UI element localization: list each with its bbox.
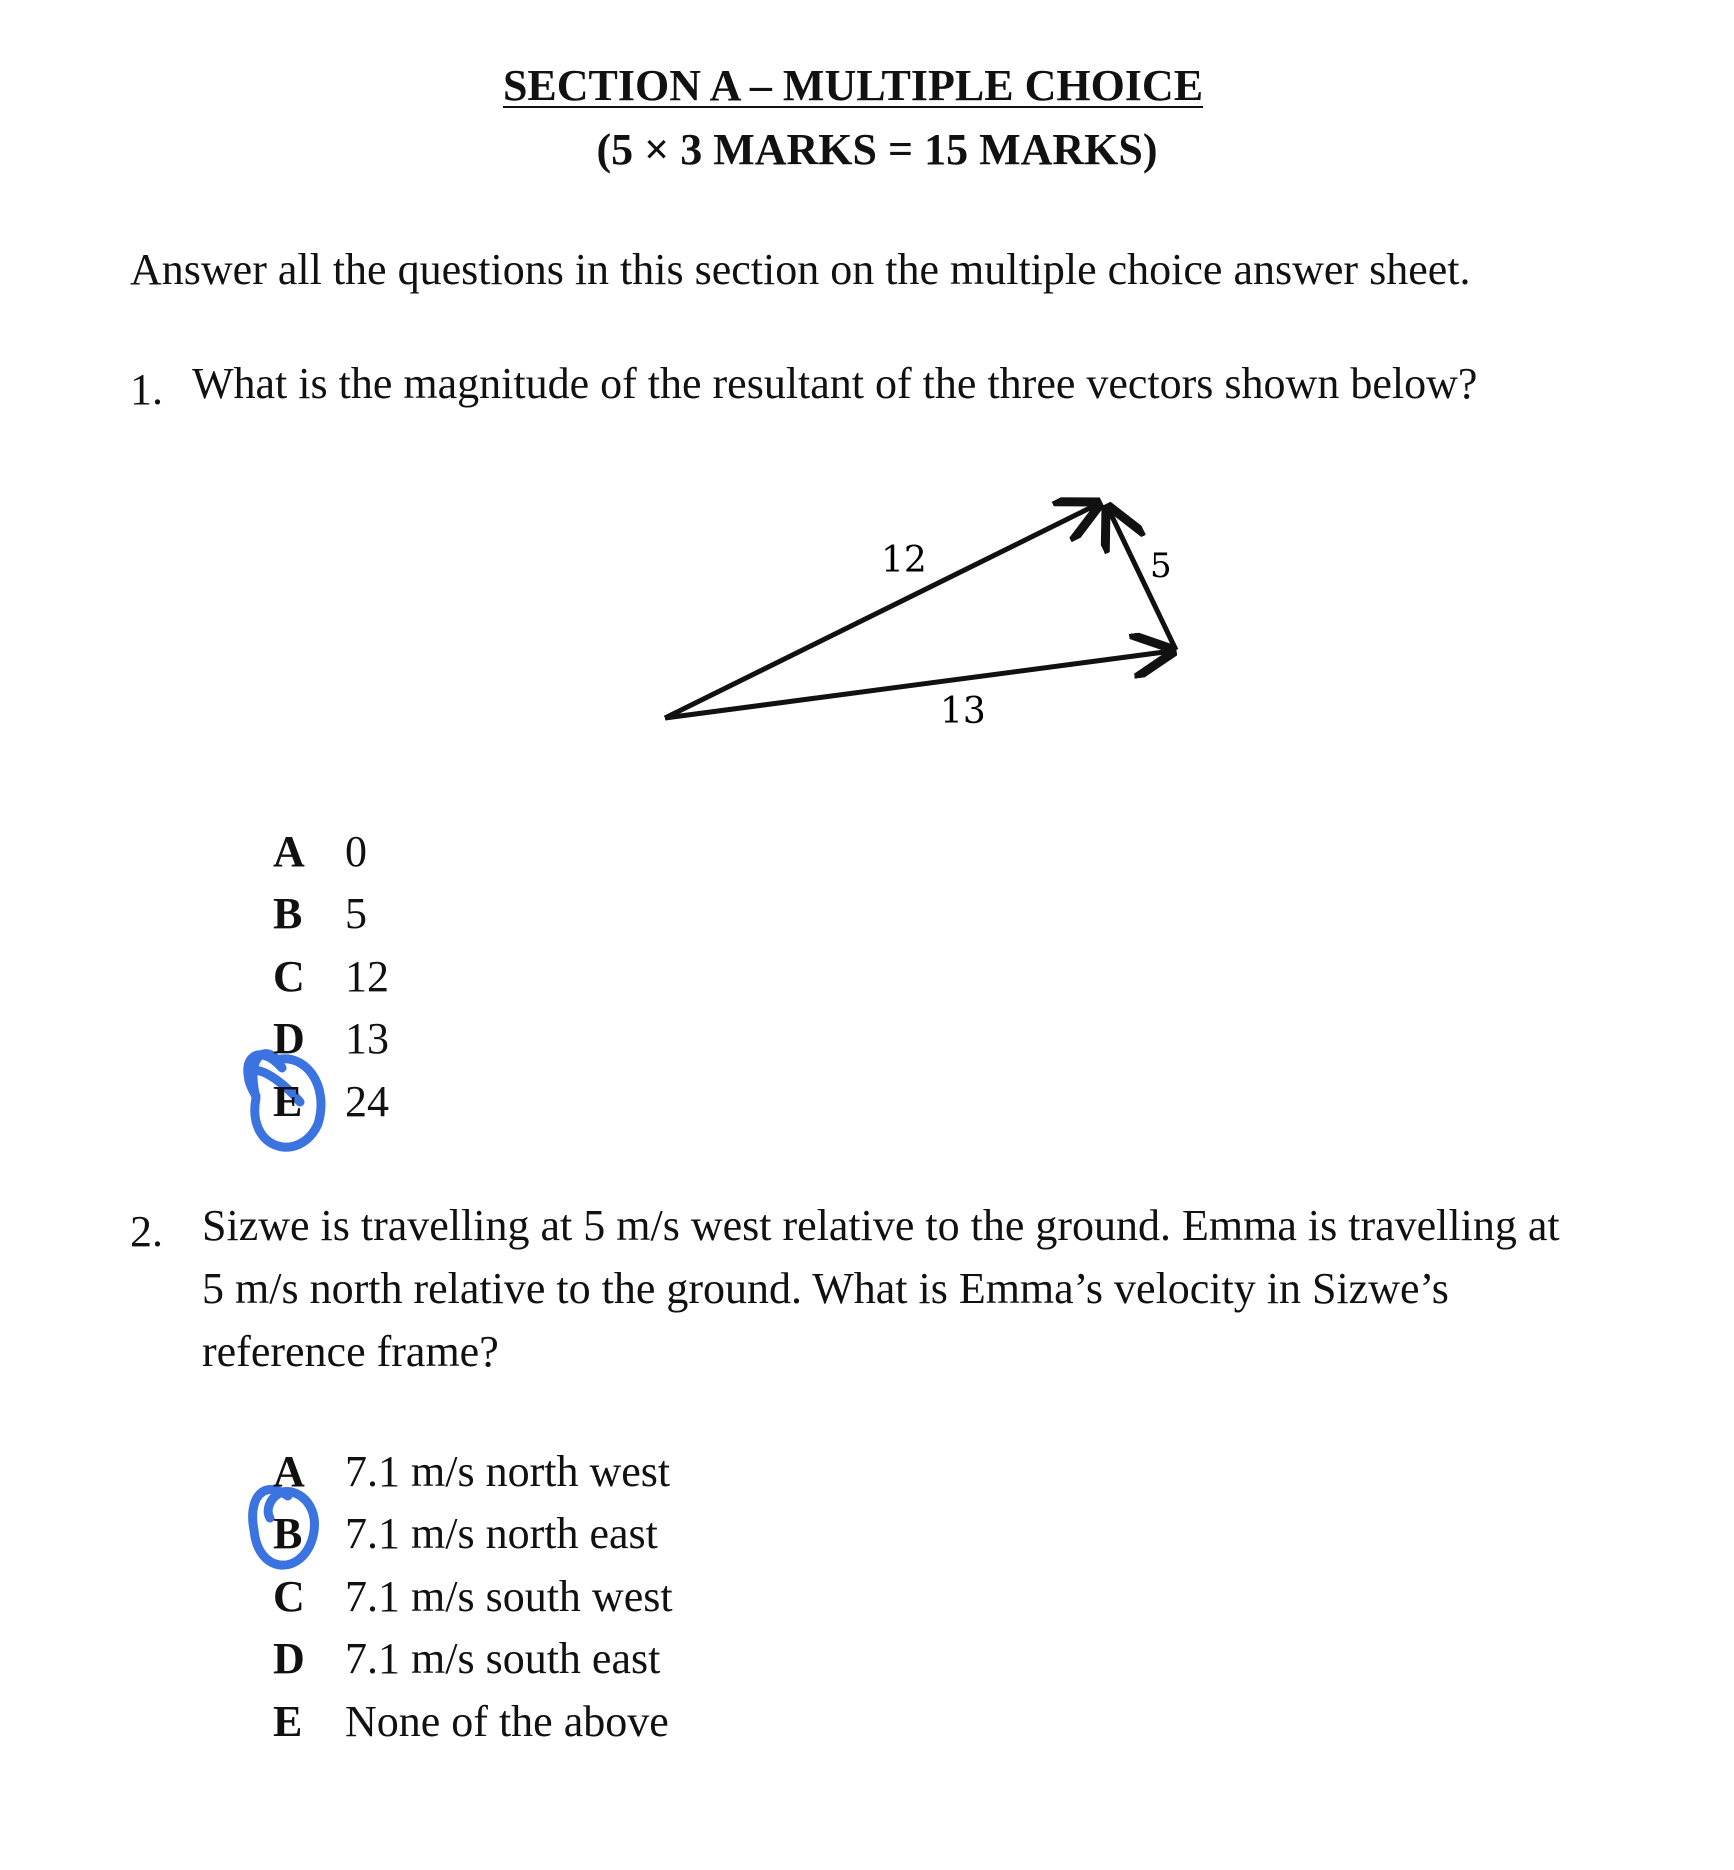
section-title: SECTION A – MULTIPLE CHOICE (502, 61, 1204, 110)
instructions: Answer all the questions in this section on the multiple choice answer sheet. (130, 245, 1471, 294)
section-marks: (5 × 3 MARKS = 15 MARKS) (596, 125, 1158, 174)
question-2-line-3: reference frame? (202, 1327, 499, 1376)
question-2-number: 2. (130, 1207, 163, 1256)
question-2-text (202, 1194, 1722, 1383)
vector-12 (665, 504, 1098, 718)
question-2-line-1: Sizwe is travelling at 5 m/s west relative to the ground. Emma is travelling at (202, 1201, 1560, 1250)
question-1-text: What is the magnitude of the resultant of the three vectors shown below? (192, 359, 1478, 408)
vector-13 (665, 651, 1172, 718)
question-2-line-2: 5 m/s north relative to the ground. What is Emma’s velocity in Sizwe’s (202, 1264, 1449, 1313)
question-1-number: 1. (130, 365, 163, 414)
vector-label-12: 12 (881, 540, 927, 581)
vector-label-5: 5 (1150, 546, 1172, 586)
vector-label-13: 13 (940, 691, 986, 732)
